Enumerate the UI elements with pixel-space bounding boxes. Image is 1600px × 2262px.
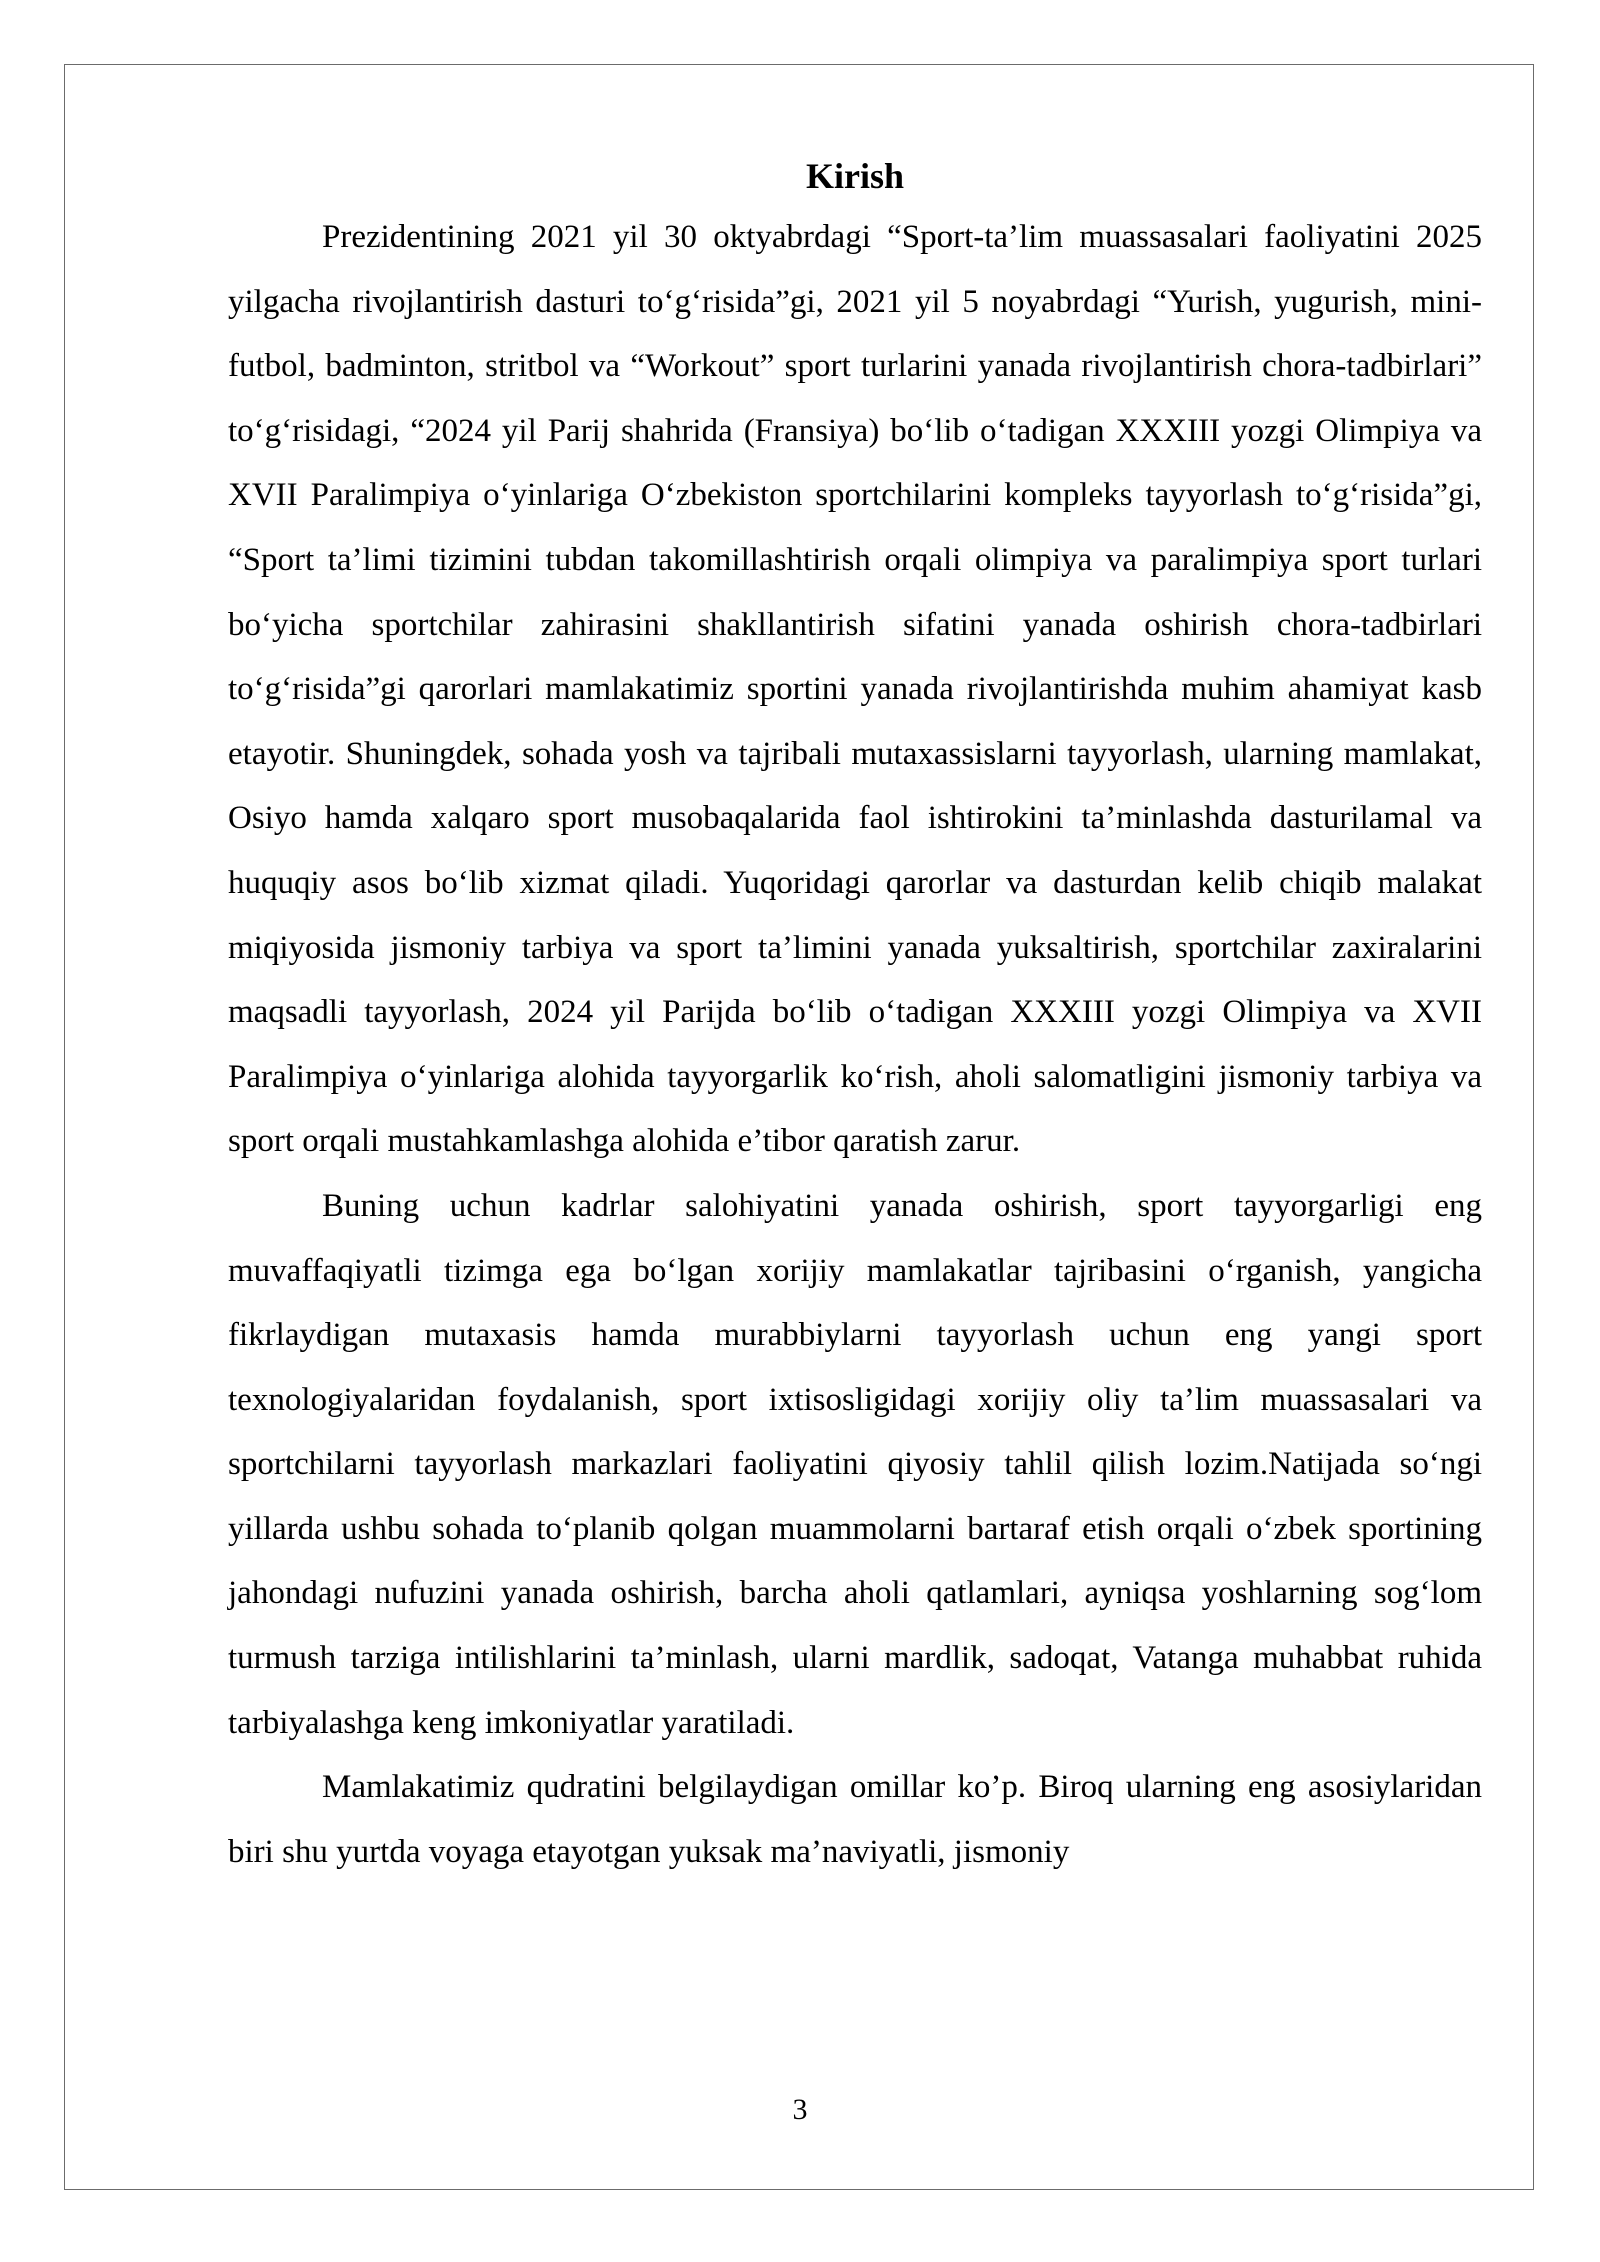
page-number: 3 <box>792 2093 808 2126</box>
paragraph-3: Mamlakatimiz qudratini belgilaydigan omillar ko’p. Biroq ularning eng asosiylaridan biri shu yurtda voyaga etayotgan yuksak ma’naviyatli, jismoniy <box>228 1769 1482 1870</box>
paragraph-1: Prezidentining 2021 yil 30 oktyabrdagi “Sport-ta’lim muassasalari faoliyatini 2025 yilgacha rivojlantirish dasturi to‘g‘risida”gi, 2021 yil 5 noyabrdagi “Yurish, yugurish, mini-futbol, badminton, stritbol va “Workout” sport turlarini yanada rivojlantirish chora-tadbirlari” to‘g‘risidagi, “2024 yil Parij shahrida (Fransiya) bo‘lib o‘tadigan XXXIII yozgi Olimpiya va XVII Paralimpiya o‘yinlariga O‘zbekiston sportchilarini kompleks tayyorlash to‘g‘risida”gi, “Sport ta’limi tizimini tubdan takomillashtirish orqali olimpiya va paralimpiya sport turlari bo‘yicha sportchilar zahirasini shakllantirish sifatini yanada oshirish chora-tadbirlari to‘g‘risida”gi qarorlari mamlakatimiz sportini yanada rivojlantirishda muhim ahamiyat kasb etayotir. Shuningdek, sohada yosh va tajribali mutaxassislarni tayyorlash, ularning mamlakat, Osiyo hamda xalqaro sport musobaqalarida faol ishtirokini ta’minlashda dasturilamal va huquqiy asos bo‘lib xizmat qiladi. Yuqoridagi qarorlar va dasturdan kelib chiqib malakat miqiyosida jismoniy tarbiya va sport ta’limini yanada yuksaltirish, sportchilar zaxiralarini maqsadli tayyorlash, 2024 yil Parijda bo‘lib o‘tadigan XXXIII yozgi Olimpiya va XVII Paralimpiya o‘yinlariga alohida tayyorgarlik ko‘rish, aholi salomatligini jismoniy tarbiya va sport orqali mustahkamlashga alohida e’tibor qaratish zarur. <box>228 219 1482 1160</box>
section-heading: Kirish <box>805 156 904 196</box>
paragraph-2: Buning uchun kadrlar salohiyatini yanada oshirish, sport tayyorgarligi eng muvaffaqiyatli tizimga ega bo‘lgan xorijiy mamlakatlar tajribasini o‘rganish, yangicha fikrlaydigan mutaxasis hamda murabbiylarni tayyorlash uchun eng yangi sport texnologiyalaridan foydalanish, sport ixtisosligidagi xorijiy oliy ta’lim muassasalari va sportchilarni tayyorlash markazlari faoliyatini qiyosiy tahlil qilish lozim.Natijada so‘ngi yillarda ushbu sohada to‘planib qolgan muammolarni bartaraf etish orqali o‘zbek sportining jahondagi nufuzini yanada oshirish, barcha aholi qatlamlari, ayniqsa yoshlarning sog‘lom turmush tarziga intilishlarini ta’minlash, ularni mardlik, sadoqat, Vatanga muhabbat ruhida tarbiyalashga keng imkoniyatlar yaratiladi. <box>228 1187 1482 1741</box>
document-body <box>228 147 1482 1884</box>
